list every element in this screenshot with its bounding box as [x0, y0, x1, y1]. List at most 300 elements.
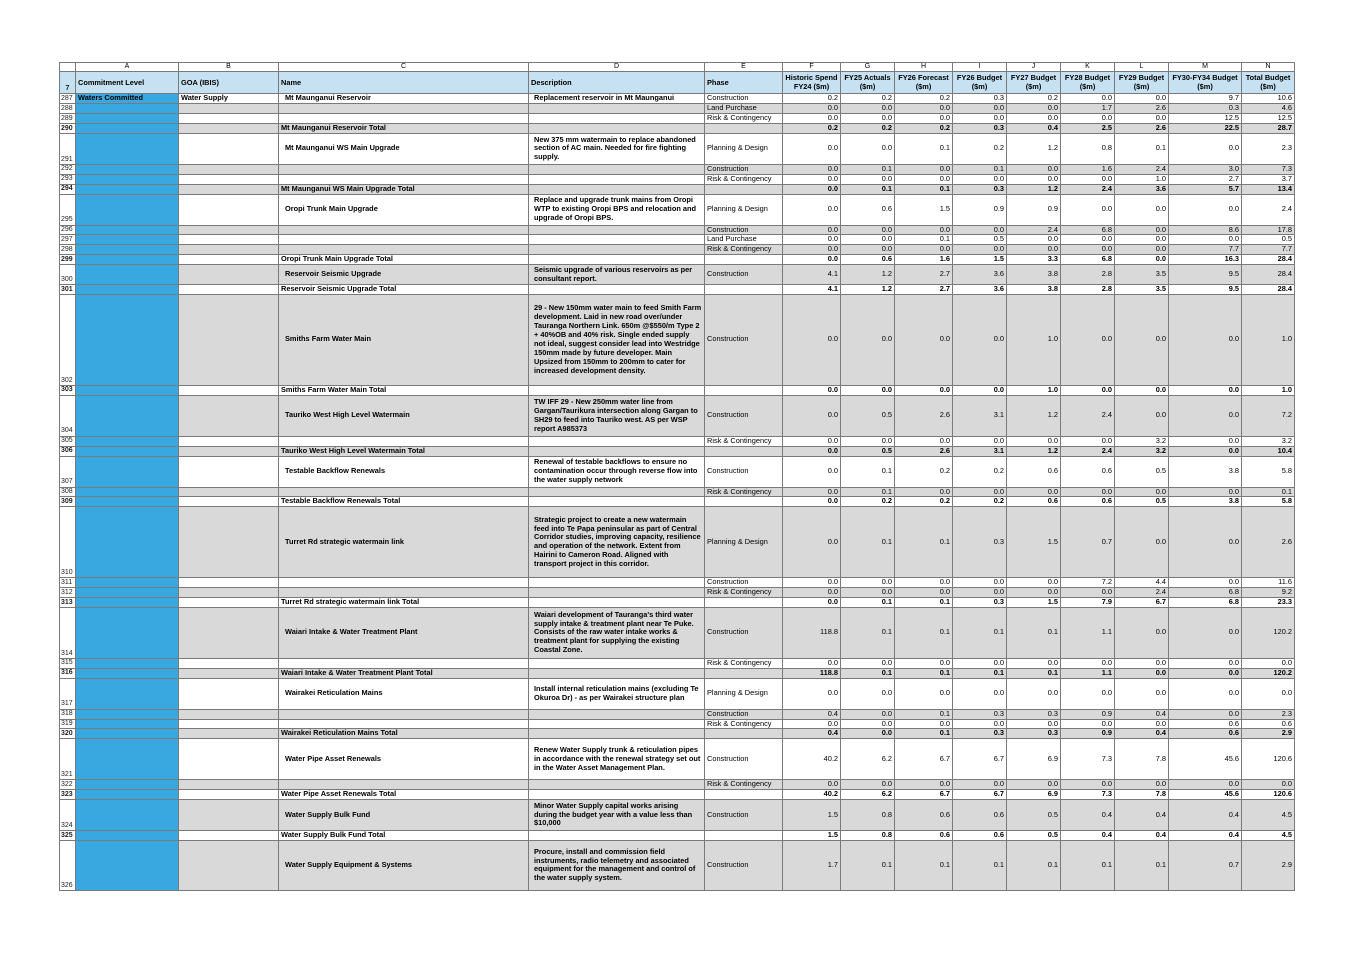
value-cell[interactable]: 0.1 [1007, 840, 1061, 890]
value-cell[interactable]: 1.0 [1242, 294, 1295, 385]
value-cell[interactable]: 0.1 [895, 729, 953, 739]
description-cell[interactable] [529, 114, 705, 124]
value-cell[interactable]: 0.1 [895, 507, 953, 578]
commitment-level-cell[interactable] [76, 184, 179, 194]
value-cell[interactable]: 0.0 [1115, 294, 1169, 385]
value-cell[interactable]: 0.0 [783, 114, 841, 124]
description-cell[interactable] [529, 588, 705, 598]
row-number[interactable]: 319 [60, 719, 76, 729]
value-cell[interactable]: 28.4 [1242, 255, 1295, 265]
value-cell[interactable]: 0.1 [841, 840, 895, 890]
row-number[interactable]: 314 [60, 607, 76, 658]
value-cell[interactable]: 0.4 [783, 729, 841, 739]
name-cell[interactable]: Mt Maunganui Reservoir [279, 94, 529, 104]
description-cell[interactable] [529, 255, 705, 265]
row-number[interactable]: 301 [60, 285, 76, 295]
value-cell[interactable]: 3.6 [1115, 184, 1169, 194]
name-cell[interactable]: Testable Backflow Renewals [279, 456, 529, 487]
value-cell[interactable]: 0.0 [1007, 658, 1061, 668]
value-cell[interactable]: 0.5 [1115, 497, 1169, 507]
goa-cell[interactable] [179, 104, 279, 114]
value-cell[interactable]: 0.0 [1115, 658, 1169, 668]
commitment-level-cell[interactable] [76, 114, 179, 124]
phase-cell[interactable]: Construction [705, 164, 783, 174]
description-cell[interactable] [529, 436, 705, 446]
header-cell[interactable]: FY29 Budget ($m) [1115, 72, 1169, 94]
goa-cell[interactable] [179, 840, 279, 890]
goa-cell[interactable] [179, 245, 279, 255]
value-cell[interactable]: 1.2 [1007, 395, 1061, 436]
commitment-level-cell[interactable] [76, 245, 179, 255]
value-cell[interactable]: 0.4 [1115, 831, 1169, 841]
value-cell[interactable]: 0.0 [953, 294, 1007, 385]
value-cell[interactable]: 7.7 [1169, 245, 1242, 255]
value-cell[interactable]: 0.1 [895, 235, 953, 245]
description-cell[interactable] [529, 487, 705, 497]
row-number[interactable]: 291 [60, 133, 76, 164]
goa-cell[interactable] [179, 678, 279, 709]
row-number[interactable]: 320 [60, 729, 76, 739]
value-cell[interactable]: 0.0 [1061, 719, 1115, 729]
value-cell[interactable]: 0.0 [1115, 780, 1169, 790]
value-cell[interactable]: 4.1 [783, 285, 841, 295]
value-cell[interactable]: 0.3 [953, 124, 1007, 134]
commitment-level-cell[interactable] [76, 497, 179, 507]
column-letter-m[interactable]: M [1169, 63, 1242, 72]
row-number[interactable]: 323 [60, 790, 76, 800]
value-cell[interactable]: 0.0 [1169, 578, 1242, 588]
value-cell[interactable]: 0.0 [1007, 588, 1061, 598]
name-cell[interactable]: Tauriko West High Level Watermain [279, 395, 529, 436]
value-cell[interactable]: 0.8 [1061, 133, 1115, 164]
value-cell[interactable]: 0.0 [1007, 245, 1061, 255]
name-cell[interactable]: Mt Maunganui WS Main Upgrade Total [279, 184, 529, 194]
value-cell[interactable]: 0.0 [895, 658, 953, 668]
value-cell[interactable]: 3.5 [1115, 265, 1169, 285]
row-number[interactable]: 317 [60, 678, 76, 709]
value-cell[interactable]: 0.0 [1007, 235, 1061, 245]
value-cell[interactable]: 0.5 [1115, 456, 1169, 487]
value-cell[interactable]: 0.1 [1061, 840, 1115, 890]
goa-cell[interactable] [179, 790, 279, 800]
description-cell[interactable]: Replacement reservoir in Mt Maunganui [529, 94, 705, 104]
description-cell[interactable] [529, 285, 705, 295]
phase-cell[interactable]: Construction [705, 607, 783, 658]
value-cell[interactable]: 0.4 [1061, 831, 1115, 841]
value-cell[interactable]: 2.6 [895, 395, 953, 436]
value-cell[interactable]: 6.2 [841, 790, 895, 800]
name-cell[interactable]: Mt Maunganui WS Main Upgrade [279, 133, 529, 164]
value-cell[interactable]: 0.0 [1169, 507, 1242, 578]
commitment-level-cell[interactable] [76, 607, 179, 658]
value-cell[interactable]: 118.8 [783, 668, 841, 678]
value-cell[interactable]: 0.1 [895, 133, 953, 164]
goa-cell[interactable] [179, 588, 279, 598]
goa-cell[interactable] [179, 174, 279, 184]
name-cell[interactable] [279, 658, 529, 668]
description-cell[interactable]: Seismic upgrade of various reservoirs as per consultant report. [529, 265, 705, 285]
value-cell[interactable]: 0.2 [841, 124, 895, 134]
commitment-level-cell[interactable] [76, 436, 179, 446]
column-letter-h[interactable]: H [895, 63, 953, 72]
commitment-level-cell[interactable] [76, 578, 179, 588]
value-cell[interactable]: 0.4 [1115, 729, 1169, 739]
value-cell[interactable]: 0.0 [1007, 487, 1061, 497]
row-number[interactable]: 289 [60, 114, 76, 124]
column-letter-n[interactable]: N [1242, 63, 1295, 72]
value-cell[interactable]: 0.3 [1007, 709, 1061, 719]
commitment-level-cell[interactable] [76, 831, 179, 841]
value-cell[interactable]: 0.6 [895, 800, 953, 831]
description-cell[interactable] [529, 164, 705, 174]
value-cell[interactable]: 0.0 [1061, 658, 1115, 668]
value-cell[interactable]: 0.0 [841, 719, 895, 729]
header-cell[interactable]: Commitment Level [76, 72, 179, 94]
value-cell[interactable]: 0.2 [953, 497, 1007, 507]
description-cell[interactable]: Install internal reticulation mains (excluding Te Okuroa Dr) - as per Wairakei structure plan [529, 678, 705, 709]
goa-cell[interactable] [179, 658, 279, 668]
value-cell[interactable]: 0.1 [895, 184, 953, 194]
value-cell[interactable]: 0.4 [1007, 124, 1061, 134]
value-cell[interactable]: 5.8 [1242, 456, 1295, 487]
value-cell[interactable]: 0.0 [783, 164, 841, 174]
value-cell[interactable]: 7.7 [1242, 245, 1295, 255]
value-cell[interactable]: 2.4 [1061, 446, 1115, 456]
value-cell[interactable]: 1.2 [1007, 446, 1061, 456]
description-cell[interactable] [529, 719, 705, 729]
value-cell[interactable]: 0.3 [1007, 729, 1061, 739]
value-cell[interactable]: 2.5 [1061, 124, 1115, 134]
commitment-level-cell[interactable] [76, 739, 179, 780]
goa-cell[interactable] [179, 668, 279, 678]
commitment-level-cell[interactable] [76, 133, 179, 164]
name-cell[interactable] [279, 174, 529, 184]
value-cell[interactable]: 13.4 [1242, 184, 1295, 194]
value-cell[interactable]: 0.0 [1115, 607, 1169, 658]
row-number[interactable]: 326 [60, 840, 76, 890]
value-cell[interactable]: 0.0 [1007, 719, 1061, 729]
description-cell[interactable] [529, 831, 705, 841]
goa-cell[interactable] [179, 164, 279, 174]
value-cell[interactable]: 0.3 [1169, 104, 1242, 114]
phase-cell[interactable]: Construction [705, 294, 783, 385]
commitment-level-cell[interactable] [76, 598, 179, 608]
value-cell[interactable]: 0.0 [1061, 678, 1115, 709]
value-cell[interactable]: 0.0 [1115, 678, 1169, 709]
description-cell[interactable] [529, 780, 705, 790]
value-cell[interactable]: 0.0 [1169, 385, 1242, 395]
value-cell[interactable]: 0.1 [841, 607, 895, 658]
value-cell[interactable]: 0.0 [953, 114, 1007, 124]
description-cell[interactable] [529, 174, 705, 184]
value-cell[interactable]: 0.0 [1007, 436, 1061, 446]
value-cell[interactable]: 1.2 [1007, 133, 1061, 164]
value-cell[interactable]: 1.5 [953, 255, 1007, 265]
phase-cell[interactable] [705, 729, 783, 739]
value-cell[interactable]: 0.0 [783, 588, 841, 598]
value-cell[interactable]: 1.6 [895, 255, 953, 265]
column-letter-l[interactable]: L [1115, 63, 1169, 72]
row-number[interactable]: 297 [60, 235, 76, 245]
row-number[interactable]: 306 [60, 446, 76, 456]
value-cell[interactable]: 0.0 [783, 174, 841, 184]
value-cell[interactable]: 0.0 [783, 184, 841, 194]
value-cell[interactable]: 0.1 [953, 840, 1007, 890]
row-number[interactable]: 7 [60, 72, 76, 94]
value-cell[interactable]: 0.0 [895, 294, 953, 385]
description-cell[interactable] [529, 235, 705, 245]
value-cell[interactable]: 0.0 [1169, 436, 1242, 446]
column-letter-j[interactable]: J [1007, 63, 1061, 72]
value-cell[interactable]: 0.2 [895, 94, 953, 104]
value-cell[interactable]: 0.0 [783, 255, 841, 265]
column-letter-f[interactable]: F [783, 63, 841, 72]
value-cell[interactable]: 1.5 [895, 194, 953, 225]
value-cell[interactable]: 120.2 [1242, 668, 1295, 678]
value-cell[interactable]: 6.8 [1169, 598, 1242, 608]
value-cell[interactable]: 0.0 [895, 385, 953, 395]
name-cell[interactable]: Water Supply Bulk Fund [279, 800, 529, 831]
value-cell[interactable]: 0.0 [1169, 487, 1242, 497]
value-cell[interactable]: 0.1 [895, 709, 953, 719]
value-cell[interactable]: 0.8 [841, 800, 895, 831]
value-cell[interactable]: 0.0 [1169, 607, 1242, 658]
value-cell[interactable]: 0.0 [841, 436, 895, 446]
name-cell[interactable]: Reservoir Seismic Upgrade Total [279, 285, 529, 295]
value-cell[interactable]: 2.3 [1242, 709, 1295, 719]
value-cell[interactable]: 2.7 [895, 265, 953, 285]
phase-cell[interactable]: Risk & Contingency [705, 245, 783, 255]
value-cell[interactable]: 3.2 [1115, 446, 1169, 456]
name-cell[interactable]: Tauriko West High Level Watermain Total [279, 446, 529, 456]
value-cell[interactable]: 0.0 [783, 395, 841, 436]
value-cell[interactable]: 0.0 [895, 719, 953, 729]
name-cell[interactable]: Wairakei Reticulation Mains [279, 678, 529, 709]
phase-cell[interactable] [705, 598, 783, 608]
value-cell[interactable]: 0.0 [783, 245, 841, 255]
goa-cell[interactable] [179, 265, 279, 285]
value-cell[interactable]: 0.3 [953, 729, 1007, 739]
phase-cell[interactable] [705, 668, 783, 678]
value-cell[interactable]: 7.8 [1115, 790, 1169, 800]
value-cell[interactable]: 3.1 [953, 395, 1007, 436]
value-cell[interactable]: 0.5 [1007, 831, 1061, 841]
phase-cell[interactable]: Construction [705, 800, 783, 831]
goa-cell[interactable] [179, 184, 279, 194]
row-number[interactable]: 300 [60, 265, 76, 285]
description-cell[interactable]: Renew Water Supply trunk & reticulation pipes in accordance with the renewal strategy set out in the Water Asset Management Plan. [529, 739, 705, 780]
value-cell[interactable]: 0.0 [1115, 114, 1169, 124]
value-cell[interactable]: 2.6 [1242, 507, 1295, 578]
name-cell[interactable] [279, 709, 529, 719]
value-cell[interactable]: 3.5 [1115, 285, 1169, 295]
commitment-level-cell[interactable] [76, 385, 179, 395]
value-cell[interactable]: 0.0 [895, 245, 953, 255]
value-cell[interactable]: 0.0 [1115, 385, 1169, 395]
value-cell[interactable]: 0.0 [783, 456, 841, 487]
row-number[interactable]: 287 [60, 94, 76, 104]
value-cell[interactable]: 6.8 [1061, 255, 1115, 265]
value-cell[interactable]: 0.1 [895, 598, 953, 608]
value-cell[interactable]: 2.6 [895, 446, 953, 456]
value-cell[interactable]: 0.0 [841, 709, 895, 719]
value-cell[interactable]: 1.2 [1007, 184, 1061, 194]
commitment-level-cell[interactable] [76, 729, 179, 739]
commitment-level-cell[interactable] [76, 780, 179, 790]
value-cell[interactable]: 0.5 [841, 395, 895, 436]
value-cell[interactable]: 0.0 [953, 225, 1007, 235]
value-cell[interactable]: 0.0 [783, 719, 841, 729]
goa-cell[interactable] [179, 800, 279, 831]
value-cell[interactable]: 9.7 [1169, 94, 1242, 104]
value-cell[interactable]: 0.0 [1169, 446, 1242, 456]
row-number[interactable]: 310 [60, 507, 76, 578]
value-cell[interactable]: 0.2 [841, 497, 895, 507]
value-cell[interactable]: 3.7 [1242, 174, 1295, 184]
value-cell[interactable]: 0.5 [953, 235, 1007, 245]
row-number[interactable]: 293 [60, 174, 76, 184]
value-cell[interactable]: 0.0 [841, 174, 895, 184]
goa-cell[interactable] [179, 578, 279, 588]
phase-cell[interactable]: Planning & Design [705, 194, 783, 225]
commitment-level-cell[interactable] [76, 104, 179, 114]
value-cell[interactable]: 16.3 [1169, 255, 1242, 265]
row-number[interactable]: 295 [60, 194, 76, 225]
description-cell[interactable] [529, 184, 705, 194]
column-letter-k[interactable]: K [1061, 63, 1115, 72]
row-number[interactable]: 321 [60, 739, 76, 780]
value-cell[interactable]: 0.0 [1169, 709, 1242, 719]
value-cell[interactable]: 0.0 [953, 104, 1007, 114]
value-cell[interactable]: 0.1 [895, 668, 953, 678]
value-cell[interactable]: 1.7 [783, 840, 841, 890]
row-number[interactable]: 309 [60, 497, 76, 507]
value-cell[interactable]: 0.3 [953, 709, 1007, 719]
phase-cell[interactable]: Risk & Contingency [705, 487, 783, 497]
value-cell[interactable]: 0.2 [895, 124, 953, 134]
header-cell[interactable]: Description [529, 72, 705, 94]
value-cell[interactable]: 0.2 [783, 124, 841, 134]
value-cell[interactable]: 0.8 [841, 831, 895, 841]
value-cell[interactable]: 0.0 [1061, 94, 1115, 104]
value-cell[interactable]: 0.6 [1061, 456, 1115, 487]
phase-cell[interactable]: Construction [705, 456, 783, 487]
header-cell[interactable]: GOA (IBIS) [179, 72, 279, 94]
commitment-level-cell[interactable]: Waters Committed [76, 94, 179, 104]
value-cell[interactable]: 0.1 [841, 598, 895, 608]
value-cell[interactable]: 28.4 [1242, 285, 1295, 295]
commitment-level-cell[interactable] [76, 194, 179, 225]
header-cell[interactable]: FY28 Budget ($m) [1061, 72, 1115, 94]
value-cell[interactable]: 1.0 [1007, 294, 1061, 385]
row-number[interactable]: 304 [60, 395, 76, 436]
description-cell[interactable] [529, 446, 705, 456]
value-cell[interactable]: 0.0 [1007, 174, 1061, 184]
value-cell[interactable]: 0.0 [841, 678, 895, 709]
value-cell[interactable]: 9.2 [1242, 588, 1295, 598]
value-cell[interactable]: 0.0 [1115, 395, 1169, 436]
header-cell[interactable]: Phase [705, 72, 783, 94]
value-cell[interactable]: 45.6 [1169, 790, 1242, 800]
value-cell[interactable]: 0.0 [1007, 164, 1061, 174]
row-number[interactable]: 313 [60, 598, 76, 608]
value-cell[interactable]: 0.0 [783, 497, 841, 507]
header-cell[interactable]: Name [279, 72, 529, 94]
commitment-level-cell[interactable] [76, 265, 179, 285]
goa-cell[interactable] [179, 456, 279, 487]
row-number[interactable]: 305 [60, 436, 76, 446]
value-cell[interactable]: 0.0 [783, 436, 841, 446]
goa-cell[interactable] [179, 507, 279, 578]
value-cell[interactable]: 3.6 [953, 265, 1007, 285]
goa-cell[interactable] [179, 719, 279, 729]
value-cell[interactable]: 0.0 [1061, 588, 1115, 598]
value-cell[interactable]: 0.1 [1242, 487, 1295, 497]
value-cell[interactable]: 0.0 [1061, 294, 1115, 385]
value-cell[interactable]: 0.0 [953, 780, 1007, 790]
value-cell[interactable]: 0.0 [1242, 658, 1295, 668]
value-cell[interactable]: 0.6 [953, 831, 1007, 841]
value-cell[interactable]: 0.0 [953, 174, 1007, 184]
value-cell[interactable]: 0.0 [783, 678, 841, 709]
value-cell[interactable]: 0.0 [1007, 104, 1061, 114]
value-cell[interactable]: 0.0 [841, 294, 895, 385]
value-cell[interactable]: 2.7 [895, 285, 953, 295]
value-cell[interactable]: 1.2 [841, 265, 895, 285]
value-cell[interactable]: 4.1 [783, 265, 841, 285]
value-cell[interactable]: 0.6 [1242, 719, 1295, 729]
value-cell[interactable]: 1.2 [841, 285, 895, 295]
value-cell[interactable]: 12.5 [1169, 114, 1242, 124]
value-cell[interactable]: 0.0 [783, 578, 841, 588]
column-letter-a[interactable]: A [76, 63, 179, 72]
name-cell[interactable]: Testable Backflow Renewals Total [279, 497, 529, 507]
name-cell[interactable]: Water Pipe Asset Renewals Total [279, 790, 529, 800]
commitment-level-cell[interactable] [76, 668, 179, 678]
value-cell[interactable]: 0.0 [1061, 385, 1115, 395]
name-cell[interactable] [279, 578, 529, 588]
commitment-level-cell[interactable] [76, 124, 179, 134]
phase-cell[interactable] [705, 285, 783, 295]
value-cell[interactable]: 0.0 [953, 385, 1007, 395]
value-cell[interactable]: 6.7 [895, 790, 953, 800]
phase-cell[interactable]: Land Purchase [705, 104, 783, 114]
phase-cell[interactable]: Risk & Contingency [705, 114, 783, 124]
value-cell[interactable]: 0.1 [1007, 668, 1061, 678]
value-cell[interactable]: 0.0 [1115, 487, 1169, 497]
value-cell[interactable]: 0.0 [1061, 487, 1115, 497]
value-cell[interactable]: 0.0 [1169, 235, 1242, 245]
value-cell[interactable]: 1.1 [1061, 668, 1115, 678]
name-cell[interactable] [279, 235, 529, 245]
commitment-level-cell[interactable] [76, 255, 179, 265]
row-number[interactable]: 298 [60, 245, 76, 255]
value-cell[interactable]: 0.0 [895, 174, 953, 184]
phase-cell[interactable]: Risk & Contingency [705, 588, 783, 598]
header-cell[interactable]: FY27 Budget ($m) [1007, 72, 1061, 94]
value-cell[interactable]: 118.8 [783, 607, 841, 658]
row-number[interactable]: 292 [60, 164, 76, 174]
name-cell[interactable] [279, 436, 529, 446]
value-cell[interactable]: 1.0 [1242, 385, 1295, 395]
value-cell[interactable]: 0.0 [1169, 668, 1242, 678]
description-cell[interactable]: Replace and upgrade trunk mains from Oropi WTP to existing Oropi BPS and relocation and upgrade of Oropi BPS. [529, 194, 705, 225]
value-cell[interactable]: 0.0 [841, 245, 895, 255]
value-cell[interactable]: 0.5 [841, 446, 895, 456]
value-cell[interactable]: 0.9 [1061, 709, 1115, 719]
value-cell[interactable]: 0.0 [953, 588, 1007, 598]
row-number[interactable]: 303 [60, 385, 76, 395]
